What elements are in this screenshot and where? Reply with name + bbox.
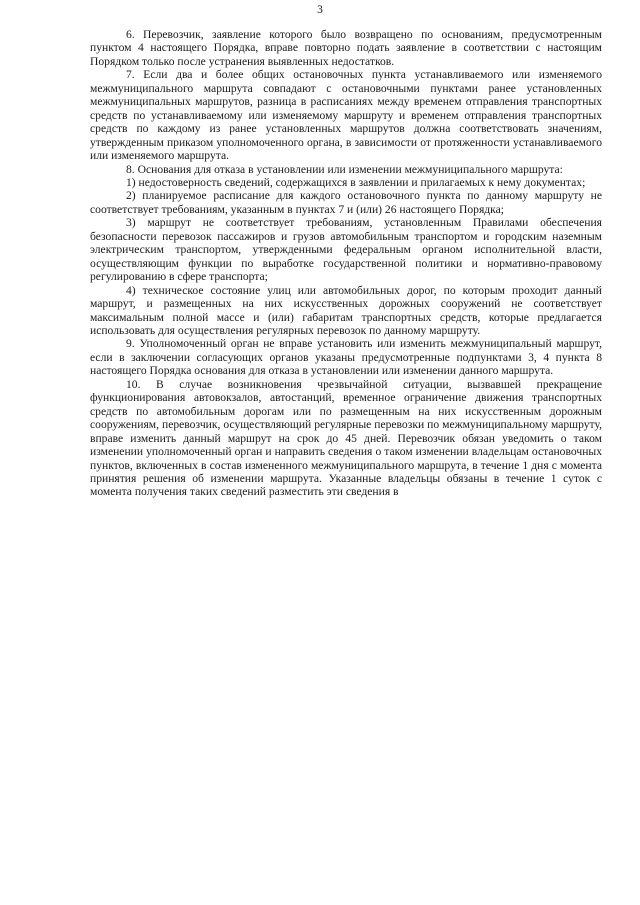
paragraph-8-item-1: 1) недостоверность сведений, содержащихся в заявлении и прилагаемых к нему документах; xyxy=(126,175,586,189)
page-number: 3 xyxy=(317,4,323,16)
paragraph-8-item-2: 2) планируемое расписание для каждого остановочного пункта по данному маршруту не соответствует требованиям, указанным в пунктах 7 и (или) 26 настоящего Порядка; xyxy=(90,189,602,216)
paragraph-8: 8. Основания для отказа в установлении или изменении межмуниципального маршрута: xyxy=(126,162,563,176)
paragraph-7: 7. Если два и более общих остановочных пункта устанавливаемого или изменяемого межмуниципального маршрута совпадают с остановочными пунктами ранее установленных межмуниципальных маршрутов, разница в расписаниях между временем отправления транспортных средств по устанавливаемому или изменяемому маршруту и временем отправления транспортных средств по каждому из ранее установленных маршрутов должна соответствовать значениям, утвержденным приказом уполномоченного органа, в зависимости от протяженности устанавливаемого или изменяемого маршрута. xyxy=(90,68,602,163)
paragraph-8-item-4: 4) техническое состояние улиц или автомобильных дорог, по которым проходит данный маршрут, и размещенных на них искусственных дорожных сооружений не соответствует максимальным полной массе и (или) габаритам транспортных средств, которые предлагается использовать для осуществления регулярных перевозок по данному маршруту. xyxy=(90,283,602,337)
paragraph-8-item-3: 3) маршрут не соответствует требованиям, установленным Правилами обеспечения безопасности перевозок пассажиров и грузов автомобильным транспортом и городским наземным электрическим транспортом, утвержденными федеральным органом исполнительной власти, осуществляющим функции по выработке государственной политики и нормативно-правовому регулированию в сфере транспорта; xyxy=(90,216,602,284)
document-body xyxy=(90,28,602,499)
paragraph-6: 6. Перевозчик, заявление которого было возвращено по основаниям, предусмотренным пунктом 4 настоящего Порядка, вправе повторно подать заявление в соответствии с настоящим Порядком только после устранения выявленных недостатков. xyxy=(90,28,602,68)
paragraph-9: 9. Уполномоченный орган не вправе установить или изменить межмуниципальный маршрут, если в заключении согласующих органов указаны предусмотренные подпунктами 3, 4 пункта 8 настоящего Порядка основания для отказа в установлении или изменении данного маршрута. xyxy=(90,337,602,378)
paragraph-10: 10. В случае возникновения чрезвычайной ситуации, вызвавшей прекращение функционирования автовокзалов, автостанций, временное ограничение движения транспортных средств по автомобильным дорогам или по размещенным на них искусственным дорожным сооружениям, перевозчик, осуществляющий регулярные перевозки по межмуниципальному маршруту, вправе изменить данный маршрут на срок до 45 дней. Перевозчик обязан уведомить о таком изменении уполномоченный орган и направить сведения о таком изменении владельцам остановочных пунктов, включенных в состав измененного межмуниципального маршрута, в течение 1 дня с момента принятия решения об изменении маршрута. Указанные владельцы обязаны в течение 1 суток с момента получения таких сведений разместить эти сведения в xyxy=(90,377,602,499)
